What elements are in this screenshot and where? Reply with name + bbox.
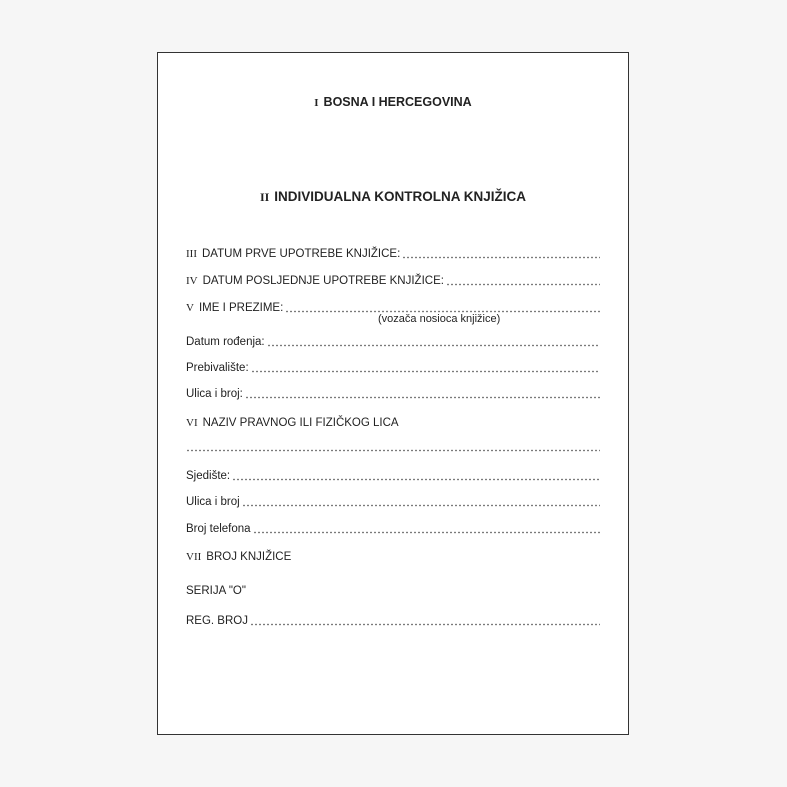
heading-country — [158, 95, 628, 109]
field-label: Ulica i broj: — [186, 388, 243, 400]
roman-numeral: IV — [186, 275, 198, 287]
field-label: BROJ KNJIŽICE — [206, 551, 292, 563]
field-broj-telefona — [186, 523, 600, 536]
dotted-fill-line[interactable] — [253, 531, 600, 534]
field-datum-posljednje-upotrebe — [186, 275, 600, 288]
field-ulica-broj — [186, 388, 600, 401]
heading-country-text: BOSNA I HERCEGOVINA — [323, 95, 472, 109]
field-datum-prve-upotrebe — [186, 248, 600, 261]
heading-title — [158, 189, 628, 205]
dotted-fill-line[interactable] — [446, 283, 600, 286]
roman-numeral: VI — [186, 417, 198, 429]
heading-title-text: INDIVIDUALNA KONTROLNA KNJIŽICA — [274, 189, 527, 204]
field-label: DATUM POSLJEDNJE UPOTREBE KNJIŽICE: — [202, 275, 444, 287]
field-serija: SERIJA "O" — [186, 585, 246, 597]
field-label: IME I PREZIME: — [198, 302, 284, 314]
field-sjediste — [186, 470, 600, 483]
field-reg-broj — [186, 615, 600, 628]
roman-numeral: I — [314, 97, 319, 109]
field-label: Sjedište: — [186, 470, 231, 482]
field-datum-rodjenja — [186, 336, 600, 349]
field-label: REG. BROJ — [186, 615, 248, 627]
dotted-fill-line[interactable] — [250, 623, 600, 626]
roman-numeral: III — [186, 248, 197, 260]
field-label: Prebivalište: — [186, 362, 249, 374]
field-sublabel: (vozača nosioca knjižice) — [378, 313, 501, 325]
dotted-fill-line[interactable] — [245, 396, 600, 399]
field-label: Datum rođenja: — [186, 336, 265, 348]
dotted-fill-line[interactable] — [267, 344, 600, 347]
document-page — [157, 52, 629, 735]
dotted-fill-line[interactable] — [232, 478, 600, 481]
field-label: Ulica i broj — [186, 496, 240, 508]
field-prebivaliste — [186, 362, 600, 375]
dotted-fill-line[interactable] — [242, 504, 600, 507]
roman-numeral: VII — [186, 551, 202, 563]
field-label: DATUM PRVE UPOTREBE KNJIŽICE: — [202, 248, 401, 260]
dotted-fill-line[interactable] — [402, 256, 600, 259]
roman-numeral: V — [186, 302, 194, 314]
field-broj-knjizice — [186, 551, 291, 564]
dotted-fill-line[interactable] — [186, 449, 600, 452]
field-label: NAZIV PRAVNOG ILI FIZIČKOG LICA — [202, 417, 399, 429]
field-ulica-broj-sjedista — [186, 496, 600, 509]
field-naziv-lica — [186, 417, 399, 430]
roman-numeral: II — [259, 190, 270, 204]
field-label: Broj telefona — [186, 523, 251, 535]
dotted-fill-line[interactable] — [251, 370, 600, 373]
